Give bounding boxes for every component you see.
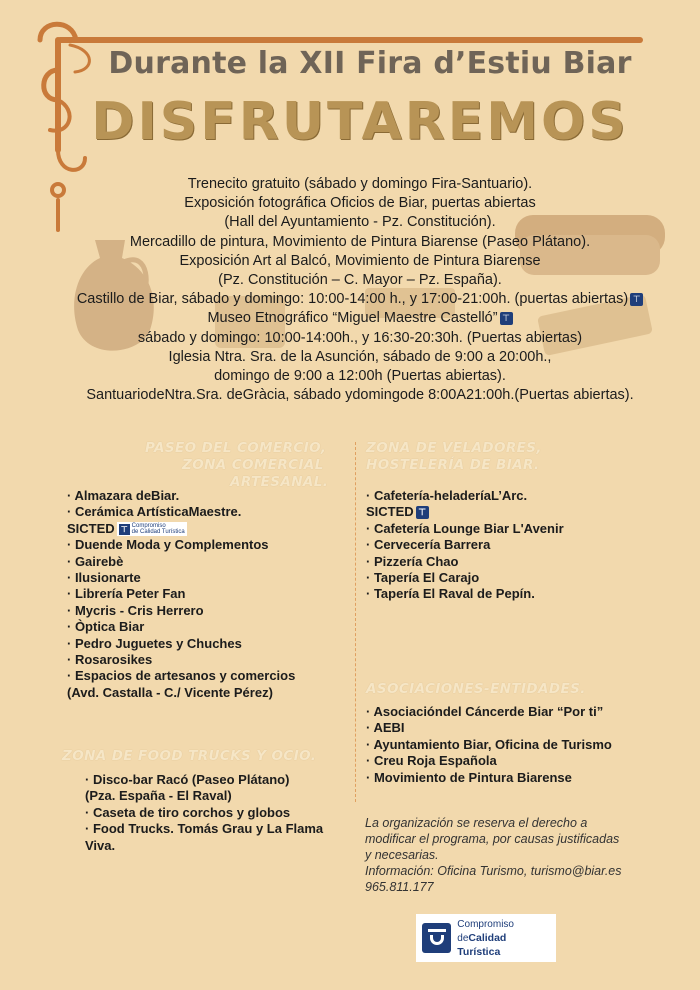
veladores-heading-line: HOSTELERÍA DE BIAR. — [366, 457, 540, 473]
cert-line1: Compromiso — [457, 918, 514, 930]
list-item: · Ilusionarte — [67, 570, 141, 586]
program-line: (Pz. Constitución – C. Mayor – Pz. España). — [218, 272, 502, 289]
list-item: · Cafetería Lounge Biar L'Avenir — [366, 520, 564, 536]
note-line: y necesarias. — [365, 848, 439, 862]
cert-logo-icon: ⊤ — [416, 506, 429, 519]
program-line — [20, 309, 700, 328]
list-item: · Rosarosikes — [67, 652, 153, 668]
list-item: · Espacios de artesanos y comercios — [67, 668, 296, 684]
list-item: · Food Trucks. Tomás Grau y La Flama — [85, 821, 324, 837]
list-item: · Mycris - Cris Herrero — [67, 602, 204, 618]
program-line-text: Castillo de Biar, sábado y domingo: 10:00-14:00 h., y 17:00-21:00h. (puertas abiertas) — [76, 291, 629, 308]
paseo-heading-line: PASEO DEL COMERCIO, — [145, 440, 327, 456]
page-title: DISFRUTAREMOS — [91, 92, 629, 152]
list-item: · AEBI — [366, 720, 405, 736]
list-item: (Pza. España - El Raval) — [85, 788, 232, 804]
list-item: · Movimiento de Pintura Biarense — [366, 769, 572, 785]
program-line: Iglesia Ntra. Sra. de la Asunción, sábado de 9:00 a 20:00h., — [168, 348, 552, 365]
veladores-heading — [366, 440, 542, 474]
list-item: · Librería Peter Fan — [67, 586, 186, 602]
list-item — [366, 504, 564, 520]
program-line: Trenecito gratuito (sábado y domingo Fira-Santuario). — [187, 176, 533, 192]
program-line: sábado y domingo: 10:00-14:00h., y 16:30-20:30h. (Puertas abiertas) — [137, 329, 583, 346]
food-list — [85, 772, 323, 854]
list-item: · Duende Moda y Complementos — [67, 537, 269, 553]
program-line: domingo de 9:00 a 12:00h (Puertas abiertas). — [214, 368, 506, 385]
paseo-list — [67, 488, 295, 701]
list-item: · Pedro Juguetes y Chuches — [67, 635, 242, 651]
sicted-label: SICTED — [366, 504, 414, 520]
list-item: · Tapería El Carajo — [366, 570, 480, 586]
food-heading: ZONA DE FOOD TRUCKS Y OCIO. — [62, 748, 317, 764]
veladores-heading-line: ZONA DE VELADORES, — [366, 440, 542, 456]
cert-line2: Calidad Turística — [457, 931, 507, 958]
list-item: (Avd. Castalla - C./ Vicente Pérez) — [67, 684, 273, 700]
program-line — [20, 290, 700, 309]
list-item: · Cervecería Barrera — [366, 537, 491, 553]
note-line: La organización se reserva el derecho a — [365, 816, 588, 830]
list-item: · Almazara deBiar. — [67, 488, 180, 503]
cert-line2-prefix: de — [457, 932, 469, 944]
column-divider — [355, 442, 356, 802]
program-line: SantuariodeNtra.Sra. deGràcia, sábado ydomingode 8:00A21:00h.(Puertas abiertas). — [86, 387, 634, 404]
asociaciones-list — [366, 704, 612, 786]
cert-logo-icon: ⊤ — [119, 524, 130, 535]
event-subtitle: Durante la XII Fira d’Estiu Biar — [108, 46, 632, 81]
list-item: Viva. — [85, 837, 116, 853]
paseo-heading — [145, 440, 345, 491]
list-item: · Caseta de tiro corchos y globos — [85, 804, 291, 820]
sicted-badge — [117, 522, 187, 536]
list-item: · Òptica Biar — [67, 619, 145, 635]
paseo-heading-line: ARTESANAL. — [230, 474, 329, 490]
list-item: · Tapería El Raval de Pepín. — [366, 586, 535, 602]
organization-note — [365, 815, 665, 895]
list-item: · Creu Roja Española — [366, 753, 497, 769]
list-item: · Gairebè — [67, 553, 124, 569]
cert-logo-icon: ⊤ — [500, 312, 513, 325]
note-line: 965.811.177 — [365, 880, 434, 894]
note-line: modificar el programa, por causas justificadas — [365, 832, 620, 846]
program-list — [20, 175, 700, 405]
program-line: Exposición fotográfica Oficios de Biar, puertas abiertas — [184, 195, 536, 212]
list-item: · Ayuntamiento Biar, Oficina de Turismo — [366, 736, 612, 752]
sicted-label: SICTED — [67, 520, 115, 536]
program-line-text: Museo Etnográfico “Miguel Maestre Castelló” — [207, 310, 498, 327]
list-item: · Asociacióndel Cáncerde Biar “Por ti” — [366, 704, 604, 719]
sicted-badge-line: de Calidad Turística — [131, 529, 185, 536]
asociaciones-heading: ASOCIACIONES-ENTIDADES. — [366, 681, 586, 697]
program-line: Exposición Art al Balcó, Movimiento de Pintura Biarense — [179, 252, 541, 269]
cert-logo-icon — [422, 923, 451, 953]
program-line: (Hall del Ayuntamiento - Pz. Constitución). — [224, 214, 496, 231]
list-item: · Pizzería Chao — [366, 553, 459, 569]
note-line: Información: Oficina Turismo, turismo@biar.es — [365, 864, 622, 878]
paseo-heading-line: ZONA COMERCIAL — [182, 457, 324, 473]
list-item: · Cafetería-heladeríaL’Arc. — [366, 488, 528, 503]
sicted-badge-line: Compromiso — [131, 523, 166, 530]
veladores-list — [366, 488, 564, 603]
cert-logo-icon: ⊤ — [630, 293, 643, 306]
program-line: Mercadillo de pintura, Movimiento de Pintura Biarense (Paseo Plátano). — [129, 233, 591, 250]
list-item — [67, 521, 295, 537]
list-item: · Cerámica ArtísticaMaestre. — [67, 504, 242, 520]
quality-certificate — [416, 914, 556, 962]
list-item: · Disco-bar Racó (Paseo Plátano) — [85, 772, 290, 787]
